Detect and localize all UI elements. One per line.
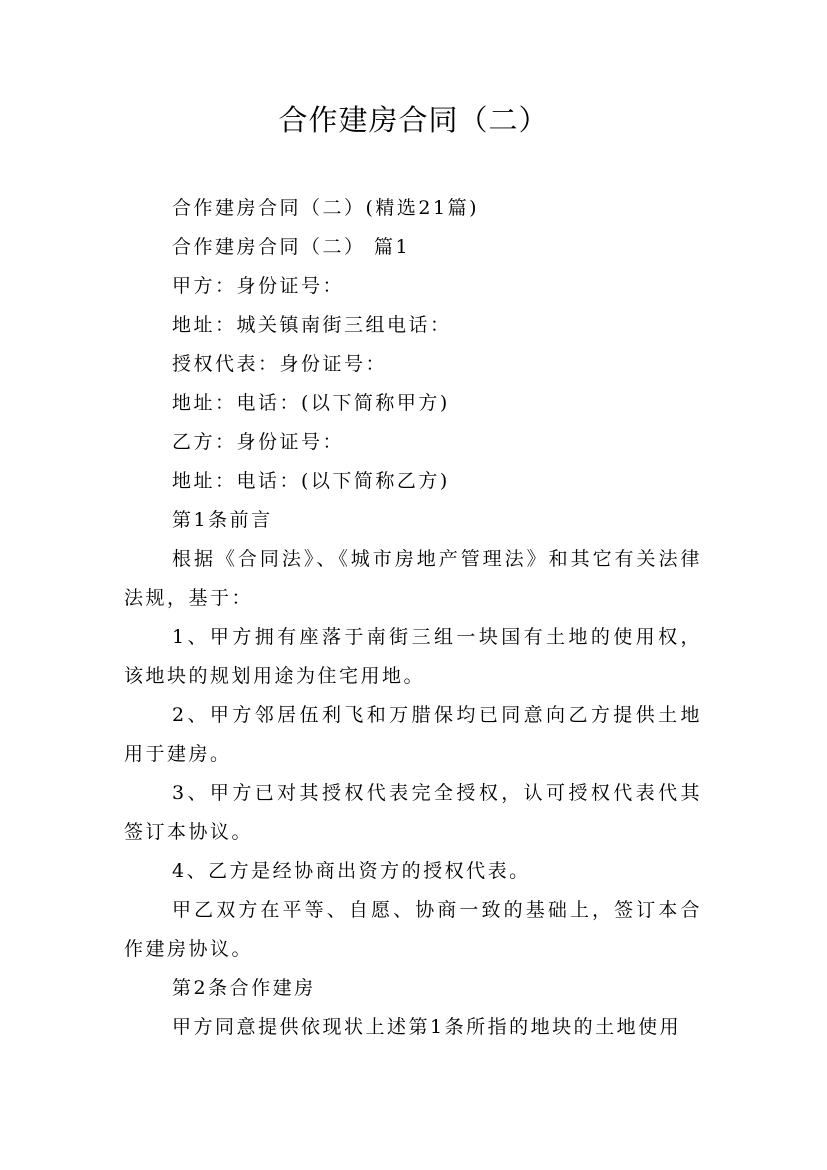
paragraph-item-3: 3、甲方已对其授权代表完全授权，认可授权代表代其签订本协议。 [124,782,702,843]
paragraph-party-b-address: 地址：电话：(以下简称乙方) [172,470,450,492]
paragraph-party-a-address: 地址：城关镇南街三组电话： [172,314,452,336]
paragraph-rep-address: 地址：电话：(以下简称甲方) [172,392,450,414]
paragraph-article-1-heading: 第1条前言 [172,509,273,531]
paragraph-section-heading: 合作建房合同（二） 篇1 [172,236,411,258]
paragraph-item-1: 1、甲方拥有座落于南街三组一块国有土地的使用权，该地块的规划用途为住宅用地。 [124,626,702,687]
document-body [124,189,702,1047]
paragraph-subtitle: 合作建房合同（二）(精选21篇) [172,197,480,219]
paragraph-party-b: 乙方：身份证号： [172,431,345,453]
paragraph-article-2-heading: 第2条合作建房 [172,977,316,999]
paragraph-authorized-rep: 授权代表：身份证号： [172,353,388,375]
paragraph-item-4: 4、乙方是经协商出资方的授权代表。 [172,860,531,882]
paragraph-article-2-body: 甲方同意提供依现状上述第1条所指的地块的土地使用 [172,1016,682,1038]
paragraph-legal-basis: 根据《合同法》、《城市房地产管理法》和其它有关法律法规，基于： [124,548,702,609]
paragraph-item-2: 2、甲方邻居伍利飞和万腊保均已同意向乙方提供土地用于建房。 [124,704,702,765]
document-title: 合作建房合同（二） [278,103,549,137]
paragraph-agreement: 甲乙双方在平等、自愿、协商一致的基础上，签订本合作建房协议。 [124,899,702,960]
paragraph-party-a: 甲方：身份证号： [172,275,345,297]
